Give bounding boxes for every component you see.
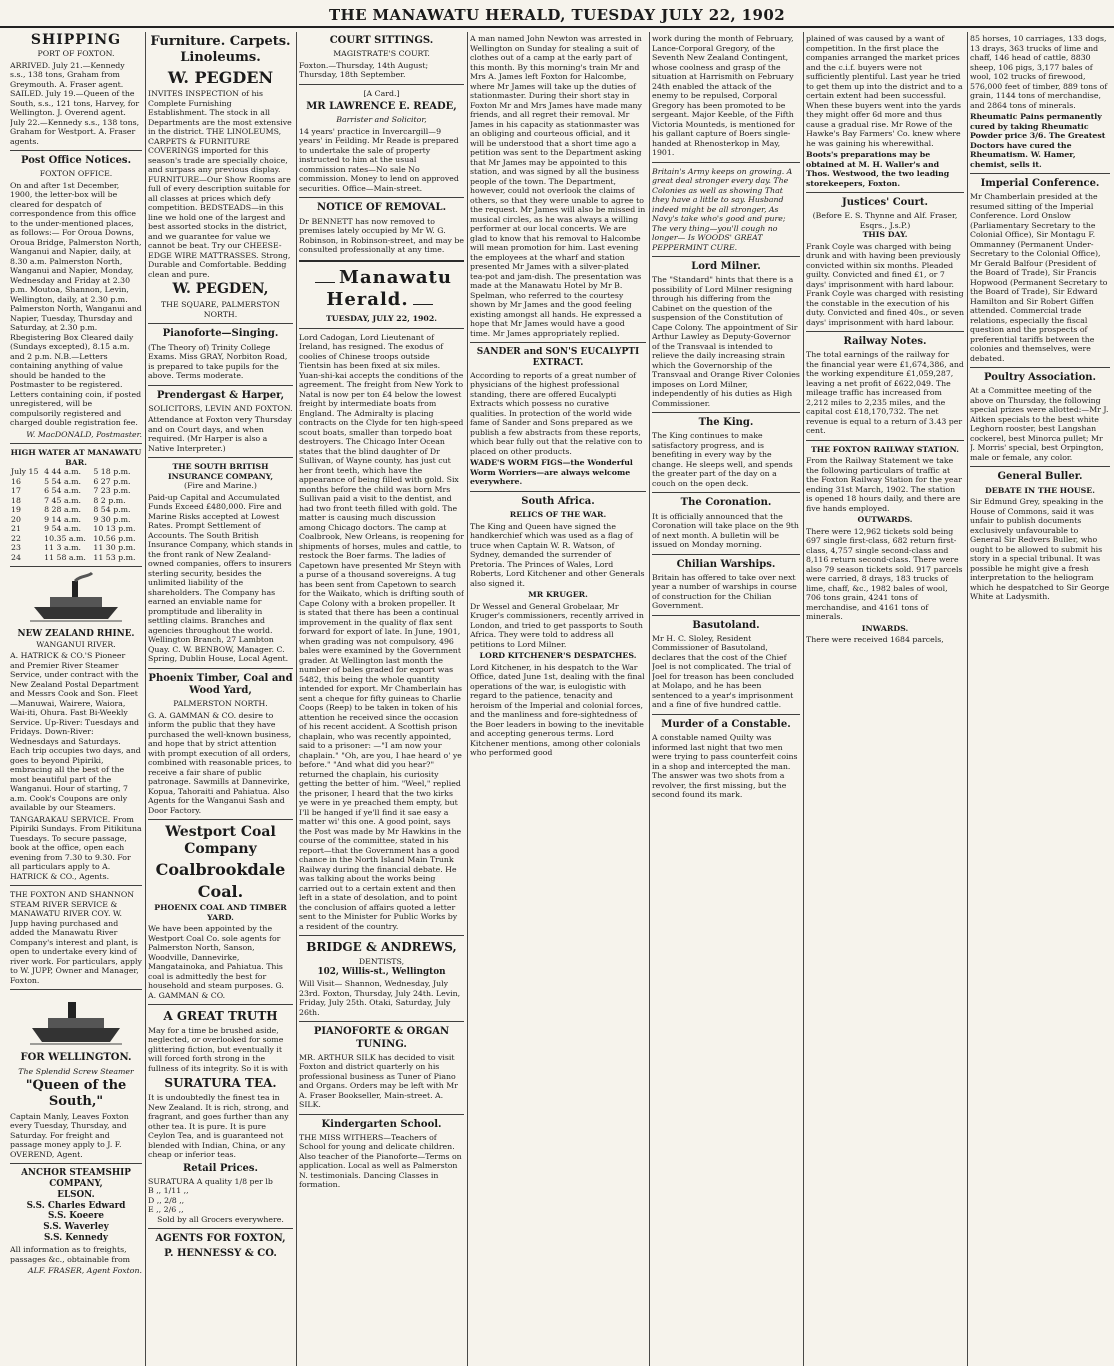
rheumatic-text: Rheumatic Pains permanently cured by taking Rheumatic Powder price 3/6. The Greatest Doctors have cured the Rheumatism. W. Hamer, chemist, sells it.	[970, 112, 1106, 169]
masthead-title: THE MANAWATU HERALD, TUESDAY JULY 22, 1902	[328, 6, 786, 24]
murder-text: A constable named Quilty was informed last night that two men were trying to pass counterfeit coins in a shop and intercepted the man. The answer was two shots from a revolver, the first missing, but the second found its mark.	[652, 733, 798, 800]
prendergast-title: Prendergast & Harper,	[156, 389, 285, 401]
anchor-ship: S.S. Charles Edward	[26, 1200, 126, 1211]
court-sittings-title: COURT SITTINGS.	[329, 35, 434, 46]
poultry-title: Poultry Association.	[983, 372, 1097, 384]
tide-cell: 6 27 p.m.	[93, 476, 131, 486]
tide-row	[10, 515, 142, 525]
tide-cell: 8 2 p.m.	[93, 495, 126, 505]
anchor-agent: ALF. FRASER, Agent Foxton.	[27, 1266, 142, 1276]
outwards-title: OUTWARDS.	[857, 515, 913, 525]
herald-logo-text: Manawatu Herald.	[326, 266, 452, 310]
tide-table	[10, 467, 142, 562]
agents-title: AGENTS FOR FOXTON,	[155, 1233, 286, 1245]
south-british-title: THE SOUTH BRITISH INSURANCE COMPANY,	[167, 462, 274, 481]
tide-cell: 20	[11, 514, 21, 524]
foxton-shannon-text: THE FOXTON AND SHANNON STEAM RIVER SERVICE & MANAWATU RIVER COY. W. Jupp having purchased and added the Manawatu River Company's interest and plant, is open to undertake every kind of river work. For particulars, apply to W. JUPP, Owner and Manager, Foxton.	[10, 890, 142, 985]
tide-cell: 11 58 a.m.	[44, 552, 86, 562]
tide-row	[10, 467, 142, 477]
tide-row	[10, 496, 142, 506]
king-text: The King continues to make satisfactory progress, and is benefiting in every way by the change. He sleeps well, and spends the greater part of the day on a couch on the open deck.	[652, 431, 793, 488]
reade-name: MR LAWRENCE E. READE,	[306, 101, 457, 113]
card-label: [A Card.]	[363, 88, 400, 98]
westport-text: We have been appointed by the Westport Coal Co. sole agents for Palmerston North, Sanson, Woodville, Dannevirke, Mangatainoka, and Pahiatua. This coal is admittedly the best for household and steam purposes. G. A. GAMMAN & CO.	[148, 924, 284, 1000]
bridge-andrews-subtitle: DENTISTS,	[358, 957, 405, 967]
tide-row	[10, 505, 142, 515]
pegden-text: INVITES INSPECTION of his Complete Furnishing Establishment. The stock in all Departments are the most extensive in the district. THE LINOLEUMS, CARPETS & FURNITURE COVERINGS imported for this season's trade are specially choice, and surpass any previous display. FURNITURE—Our Show Rooms are full of every description suitable for all classes at prices which defy competition. BEDSTEADS—in this line we hold one of the largest and best assorted stocks in the district, and we guarantee for value we cannot be beat. Try our CHEESE-EDGE WIRE MATTRASSES. Strong, Durable and Comfortable. Bedding clean and pure.	[148, 89, 292, 279]
railway-station-text: From the Railway Statement we take the following particulars of traffic at the Foxton Railway Station for the year ending 31st March, 1902. The station is opened 18 hours daily, and there are five hands employed.	[806, 456, 962, 513]
relics-text: The King and Queen have signed the handkerchief which was used as a flag of truce when Captain W. R. Watson, of Sydney, demanded the surrender of Pretoria. The Princes of Wales, Lord Roberts, Lord Kitchener and other Generals also signed it.	[470, 521, 645, 588]
buller-text: Sir Edmund Grey, speaking in the House of Commons, said it was unfair to publish documents exclusively unfavourable to General Sir Redvers Buller, who ought to be allowed to submit his story in a special tribunal. It was possible he might give a fresh interpretation to the heliogram which he despatched to Sir George White at Ladysmith.	[970, 497, 1110, 602]
buller-subtitle: DEBATE IN THE HOUSE.	[985, 485, 1095, 495]
post-office-subheading: FOXTON OFFICE.	[39, 169, 113, 179]
phoenix-title: Phoenix Timber, Coal and Wood Yard,	[148, 672, 293, 696]
tide-cell: 10.56 p.m.	[93, 533, 136, 543]
tide-cell: 7 23 p.m.	[93, 486, 131, 496]
tide-row	[10, 477, 142, 487]
column-2	[148, 32, 293, 1362]
reade-subtitle: Barrister and Solicitor,	[336, 115, 427, 125]
tide-row	[10, 553, 142, 563]
tide-heading: HIGH WATER AT MANAWATU BAR.	[10, 448, 142, 467]
wellington-subtitle: The Splendid Screw Steamer	[18, 1066, 134, 1076]
tide-cell: 11 53 p.m.	[93, 552, 136, 562]
coalbrookdale-title: Coalbrookdale	[155, 860, 286, 880]
bridge-andrews-address: 102, Willis-st., Wellington	[317, 966, 446, 977]
column-rule	[296, 32, 297, 1366]
kitchener-title: LORD KITCHENER'S DESPATCHES.	[479, 651, 637, 661]
column-7	[970, 32, 1110, 1362]
tide-row	[10, 524, 142, 534]
shipping-heading: SHIPPING	[30, 32, 122, 48]
pegden-footer: W. PEGDEN,	[172, 281, 269, 298]
tide-cell: 10.35 a.m.	[44, 533, 86, 543]
king-title: The King.	[698, 417, 754, 429]
agents-name: P. HENNESSY & CO.	[164, 1248, 277, 1260]
suratura-text: It is undoubtedly the finest tea in New Zealand. It is rich, strong, and fragrant, and goes further than any other tea. It is pure. It is pure Ceylon Tea, and is guaranteed not blended with Indian, China, or any cheap or inferior teas.	[148, 1093, 289, 1159]
poultry-text: At a Committee meeting of the above on Thursday, the following special prizes were allotted:—Mr J. Aitken specials to the best white Leghorn rooster, best Langshan cockerel, best Minorca pullet; Mr J. Morris' special, best Orpington, male or female, any color.	[970, 386, 1109, 462]
tide-cell: 21	[11, 524, 21, 534]
imperial-conference-title: Imperial Conference.	[980, 178, 1100, 189]
basutoland-text: Mr H. C. Sloley, Resident Commissioner of Basutoland, declares that the cost of the Chief Joel is not complicated. The trial of Joel for treason has been concluded at Molapo, and he has been sentenced to a year's imprisonment and a fine of five hundred cattle.	[652, 633, 794, 710]
post-office-heading: Post Office Notices.	[20, 155, 132, 167]
chilian-title: Chilian Warships.	[676, 558, 776, 570]
zealand-rhine-title: NEW ZEALAND RHINE.	[17, 629, 135, 640]
postmaster-signature: W. MacDONALD, Postmaster.	[26, 429, 142, 439]
coronation-text: It is officially announced that the Coronation will take place on the 9th of next month. A bulletin will be issued on Monday morning.	[652, 511, 799, 550]
anchor-company-title: ANCHOR STEAMSHIP COMPANY,	[21, 1168, 131, 1190]
inwards-text: There were received 1684 parcels,	[806, 635, 944, 645]
tide-row	[10, 543, 142, 553]
justices-subtitle: (Before E. S. Thynne and Alf. Fraser, Esqrs., J.s.P.)	[812, 211, 958, 230]
coronation-title: The Coronation.	[680, 497, 772, 509]
south-british-text: Paid-up Capital and Accumulated Funds Exceed £480,000. Fire and Marine Risks accepted at Lowest Rates. Prompt Settlement of Accounts. The South British Insurance Company, which stands in the front rank of New Zealand-owned companies, offers to insurers sterling security, besides the unlimited liability of the shareholders. The Company has earned an enviable name for promptitude and liberality in settling claims. Branches and agencies throughout the world. Wellington Branch, 27 Lambton Quay. C. W. BENBOW, Manager. C. Spring, Dublin House, Local Agent.	[148, 492, 293, 664]
coal-title: Coal.	[197, 881, 244, 901]
kindergarten-title: Kindergarten School.	[321, 1118, 442, 1130]
justices-title: Justices' Court.	[842, 197, 928, 208]
herald-date: TUESDAY, JULY 22, 1902.	[325, 314, 438, 324]
queen-of-the-south-title: "Queen of the South,"	[25, 1078, 127, 1110]
sander-title: SANDER and SON'S EUCALYPTI EXTRACT.	[476, 347, 640, 368]
retail-prices-title: Retail Prices.	[183, 1162, 258, 1174]
tide-cell: 24	[11, 552, 21, 562]
pianoforte-organ-text: MR. ARTHUR SILK has decided to visit Foxton and district quarterly on his professional business as Tuner of Piano and Organs. Orders may be left with Mr A. Fraser Bookseller, Main-street. A. SILK.	[299, 1052, 458, 1110]
tide-cell: 9 14 a.m.	[44, 514, 81, 524]
inwards-title: INWARDS.	[861, 623, 909, 633]
phoenix-text: G. A. GAMMAN & CO. desire to inform the public that they have purchased the well-known business, and hope that by strict attention with prompt execution of all orders, combined with reasonable prices, to receive a fair share of public patronage. Sawmills at Dannevirke, Kopua, Tahoraiti and Pahiatua. Also Agents for the Wanganui Sash and Door Factory.	[148, 710, 292, 815]
column-1	[10, 32, 142, 1362]
retail-footer: Sold by all Grocers everywhere.	[157, 1214, 284, 1224]
kruger-title: MR KRUGER.	[528, 590, 588, 600]
chilian-text: Britain has offered to take over next year a number of warships in course of construction for the Chilian Government.	[652, 572, 797, 611]
worm-figs-text: WADE'S WORM FIGS—the Wonderful Worm Worriers—are always welcome everywhere.	[470, 458, 633, 487]
pegden-name: W. PEGDEN	[167, 67, 274, 87]
tide-cell: 10 13 p.m.	[93, 524, 136, 534]
anchor-ship: S.S. Koeere	[47, 1211, 104, 1222]
column-6	[806, 32, 964, 1362]
outwards-text: There were 12,962 tickets sold being 697 single first-class, 682 return first-class, 4,757 single second-class and 8,116 return second-class. There were also 79 season tickets sold. 917 parcels were carried, 8 drays, 183 trucks of lime, chaff, &c., 1982 bales of wool, 706 tons grain, 4241 tons of merchandise, and 4161 tons of minerals.	[806, 526, 963, 622]
pianoforte-organ-title: PIANOFORTE & ORGAN TUNING.	[313, 1026, 450, 1050]
sander-text: According to reports of a great number of physicians of the highest professional standing, there are offered Eucalypti Extracts which possess no curative qualities. In protection of the world wide fame of Sander and Sons prepared as we publish a few abstracts from these reports, which bear fully out that the relative con to placed on other products.	[470, 370, 643, 456]
tide-cell: 4 44 a.m.	[44, 467, 81, 477]
removal-title: NOTICE OF REMOVAL.	[316, 202, 447, 214]
kindergarten-text: THE MISS WITHERS—Teachers of School for young and delicate children. Also teacher of the Pianoforte—Terms on application. Local as well as Palmerston N. testimonials. Dancing Classes in formation.	[299, 1132, 462, 1190]
tide-cell: 19	[11, 505, 21, 515]
south-africa-title: South Africa.	[521, 495, 595, 507]
tide-cell: 22	[11, 533, 21, 543]
column-rule	[803, 32, 804, 1366]
kruger-text: Dr Wessel and General Grobelaar, Mr Kruger's commissioners, recently arrived in London, and tried to get passports to South Africa. They were told to address all petitions to Lord Milner.	[470, 601, 644, 649]
buller-title: General Buller.	[997, 471, 1083, 483]
queen-of-the-south-text: Captain Manly, Leaves Foxton every Tuesday, Thursday, and Saturday. For freight and passage money apply to J. F. OVEREND, Agent.	[10, 1111, 129, 1159]
retail-prices-list	[148, 1177, 293, 1215]
column-rule	[467, 32, 468, 1366]
furniture-title: Furniture. Carpets. Linoleums.	[150, 34, 291, 65]
removal-text: Dr BENNETT has now removed to premises lately occupied by Mr W. G. Robinson, in Robinson-street, and may be consulted professionally at any time.	[299, 216, 464, 255]
retail-price-row: B ,, 1/11 ,,	[148, 1186, 189, 1196]
retail-price-row: E ,, 2/6 ,,	[148, 1205, 184, 1215]
post-office-text: On and after 1st December, 1900, the letter-box will be cleared for despatch of correspondence from this office to the under-mentioned places, as follows:— For Oroua Downs, Oroua Bridge, Palmerston North, Wanganui and Napier, daily, at 8.30 a.m. Palmerston North, Wanganui and Napier, Monday, Wednesday and Friday at 2.30 p.m. Moutoa, Shannon, Levin, Wellington, daily, at 2.30 p.m. Palmerston North, Wanganui and Napier, Tuesday, Thursday and Saturday, at 2.30 p.m. Rbegistering Box Cleared daily (Sundays excepted), 8.15 a.m. and 2 p.m. N.B.—Letters containing anything of value should be handed to the Postmaster to be registered. Letters containing coin, if posted unregistered, will be compulsorily registered and charged double registration fee.	[10, 180, 142, 428]
westport-title: Westport Coal Company	[165, 824, 276, 858]
news-text: 85 horses, 10 carriages, 133 dogs, 13 drays, 363 trucks of lime and chaff, 146 head of cattle, 8830 sheep, 106 pigs, 3,177 bales of wool, 102 trucks of firewood, 576,000 feet of timber, 889 tons of grain, 1144 tons of merchandise, and 2864 tons of minerals.	[970, 34, 1108, 110]
railway-station-title: THE FOXTON RAILWAY STATION.	[810, 444, 960, 454]
murder-title: Murder of a Constable.	[661, 718, 791, 730]
bridge-andrews-title: BRIDGE & ANDREWS,	[306, 940, 457, 955]
great-truth-text: May for a time be brushed aside, neglected, or overlooked for some glittering fiction, but eventually it will forced forth strong in the fullness of its integrity. So it is with	[148, 1025, 289, 1073]
tide-cell: 8 54 p.m.	[93, 505, 131, 515]
retail-price-row: D ,, 2/8 ,,	[148, 1195, 185, 1205]
justices-text: Frank Coyle was charged with being drunk and with having been previously convicted within six months. Pleaded guilty. Convicted and fined £1, or 7 days' imprisonment with hard labour. Frank Coyle was charged with resisting the constable in the execution of his duty. Convicted and fined 40s., or seven days' imprisonment with hard labour.	[806, 241, 964, 327]
anchor-ship: S.S. Kennedy	[44, 1232, 108, 1243]
anchor-ship: S.S. Waverley	[43, 1221, 109, 1232]
column-4	[470, 32, 646, 1362]
anchor-ship-list	[10, 1201, 142, 1244]
pianoforte-singing-title: Pianoforte—Singing.	[162, 328, 279, 340]
suratura-title: SURATURA TEA.	[164, 1076, 277, 1091]
court-sittings-text: Foxton.—Thursday, 14th August; Thursday, 18th September.	[299, 60, 429, 80]
column-rule	[967, 32, 968, 1366]
tide-cell: 16	[11, 476, 21, 486]
wanganui-river-subtitle: WANGANUI RIVER.	[36, 639, 116, 649]
this-day: THIS DAY.	[862, 230, 908, 240]
tangarakau-text: TANGARAKAU SERVICE. From Pipiriki Sundays. From Pitikituna Tuesdays. To secure passage, book at the office, open each evening from 7.30 to 9.30. For all particulars apply to A. HATRICK & CO., Agents.	[10, 814, 142, 881]
steamer-icon	[26, 571, 126, 625]
relics-title: RELICS OF THE WAR.	[509, 510, 607, 520]
railway-notes-title: Railway Notes.	[843, 336, 927, 348]
tide-cell: 5 18 p.m.	[93, 467, 131, 477]
column-rule	[649, 32, 650, 1366]
railway-notes-text: The total earnings of the railway for the financial year were £1,674,386, and the working expenditure £1,059,287, leaving a net profit of £622,049. The mileage traffic has increased from 2,212 miles to 2,235 miles, and the capital cost £18,170,732. The net revenue is equal to a return of 3.43 per cent.	[806, 350, 964, 436]
basutoland-title: Basutoland.	[692, 619, 760, 631]
column-rule	[145, 32, 146, 1366]
westport-subtitle: PHOENIX COAL AND TIMBER YARD.	[154, 903, 287, 922]
news-text: plained of was caused by a want of competition. In the first place the companies arranged the market prices and the c.i.f. buyers were not sufficiently plentiful. Last year he tried to get them up into the district and to a certain extent had been successful. When these buyers went into the yards they might offer 6d more and thus cause a gradual rise. Mr Rowe of the Hawke's Bay Farmers' Co. knew where he was gaining his wherewithal.	[806, 34, 963, 148]
column-5	[652, 32, 800, 1362]
news-text: A man named John Newton was arrested in Wellington on Sunday for stealing a suit of clothes out of a camp at the early part of this month. By this morning's train Mr and Mrs A. James left Foxton for Halcombe, where Mr James will take up the duties of stationmaster. During their short stay in Foxton Mr and Mrs James have made many friends, and all regret their removal. Mr James in his capacity as stationmaster was an obliging and courteous official, and it will be understood that a short time ago a petition was sent to the Department asking that Mr James may be appointed to this station, and was signed by all the business people of the town. The Department, however, could not overlook the claims of others, so that they were unable to agree to the request. Mr James will also be missed in musical circles, as he was always a willing performer at our local concerts. We are glad to know that his removal to Halcombe will mean promotion for him. Last evening the employees at the wharf and station presented Mr James with a silver-plated tea-pot and jam-dish. The presentation was made at the Manawatu Hotel by Mr B. Spelman, who referred to the courtesy shown by Mr James and the good feeling existing amongst all hands. He expressed a hope that Mr James would have a good time. Mr James appropriately replied.	[470, 34, 646, 338]
shipping-subheading: PORT OF FOXTON.	[37, 49, 115, 59]
tide-cell: 9 30 p.m.	[93, 514, 131, 524]
tide-cell: 18	[11, 495, 21, 505]
news-text: work during the month of February, Lance-Corporal Gregory, of the Seventh New Zealand Contingent, whose coolness and grasp of the situation at Harrismith on February 24th enabled the attack of the enemy to be repulsed, Corporal Gregory has been promoted to be sergeant. Major Keeble, of the Fifth Victoria Mounteds, is mentioned for his gallant capture of Boers single-handed at Rhenosterkop in May, 1901.	[652, 34, 795, 157]
great-truth-title: A GREAT TRUTH	[163, 1009, 278, 1024]
phoenix-address: PALMERSTON NORTH.	[173, 699, 268, 709]
retail-price-row: SURATURA A quality 1/8 per lb	[148, 1176, 273, 1186]
tide-cell: 5 54 a.m.	[44, 476, 81, 486]
herald-logo	[299, 267, 464, 311]
tide-cell: 23	[11, 543, 21, 553]
kitchener-text: Lord Kitchener, in his despatch to the War Office, dated June 1st, dealing with the final operations of the war, is eulogistic with regard to the patience, tenacity and heroism of the Imperial and colonial forces, and the manliness and fore-sightedness of the Boer leaders in bowing to the inevitable and accepting generous terms. Lord Kitchener mentions, among other colonials who performed good	[470, 662, 645, 758]
tide-cell: 6 54 a.m.	[44, 486, 81, 496]
column-3	[299, 32, 464, 1362]
tide-cell: 8 28 a.m.	[44, 505, 81, 515]
tide-cell: 9 54 a.m.	[44, 524, 81, 534]
wellington-title: FOR WELLINGTON.	[20, 1052, 132, 1064]
tide-cell: July 15	[11, 467, 39, 477]
pegden-address: THE SQUARE, PALMERSTON NORTH.	[160, 300, 281, 319]
anchor-text: All information as to freights, passages &c., obtainable from	[10, 1245, 131, 1264]
steamer-icon	[26, 994, 126, 1048]
shipping-text: ARRIVED. July 21.—Kennedy s.s., 138 tons, Graham from Greymouth. A. Fraser agent. SAILED. July 19.—Queen of the South, s.s., 121 tons, Harvey, for Wellington. J. Overend agent. July 22.—Kennedy s.s., 138 tons, Graham for Westport. A. Fraser agents.	[10, 60, 140, 146]
milner-title: Lord Milner.	[691, 261, 761, 272]
imperial-conference-text: Mr Chamberlain presided at the resumed sitting of the Imperial Conference. Lord Onslow (Parliamentary Secretary to the Colonial Office), Sir Montagu F. Ommanney (Permanent Under-Secretary to the Colonial Office), Mr Gerald Balfour (President of the Board of Trade), Sir Francis Hopwood (Permanent Secretary to the Board of Trade), Sir Edward Hamilton and Sir Robert Giffen attended. Commercial trade relations, especially the fiscal question and the prospects of preferential tariffs between the colonies and themselves, were debated.	[970, 192, 1108, 363]
tide-cell: 17	[11, 486, 21, 496]
prendergast-text: Attendance at Foxton very Thursday and on Court days, and when required. (Mr Harper is also a Native Interpreter.)	[148, 415, 292, 453]
herald-text: Lord Cadogan, Lord Lieutenant of Ireland, has resigned. The exodus of coolies of Chinese troops outside Tientsin has been fixed at six miles. Yuan-shi-kai accepts the conditions of the agreement. The freight from New York to Natal is now per ton £4 below the lowest freight by intermediate boats from England. The Admiralty is placing contracts on the Clyde for ten high-speed scout boats, smaller than torpedo boat destroyers. The Chicago Inter Ocean states that the blind daughter of Dr Sullivan, of Wayne county, has just cut her front teeth, which have the appearance of being filled with gold. Six months before the child was born Mrs Sullivan paid a visit to the dentist, and had two front teeth filled with gold. The matter is causing much discussion among Chicago doctors. The camp at Coalbrook, New Orleans, is reopening for shipments of horses, mules and cattle, to restock the Boer farms. The ladies of Capetown have presented Mr Steyn with a purse of a thousand sovereigns. A tug has been sent from Capetown to search for the Waikato, which is drifting south of Cape Colony with a broken propeller. It is stated that there has been a continual improvement in the quality of flax sent forward for export of late. In June, 1901, when grading was not compulsory, 496 bales were examined by the Government grader. At Wellington last month the number of bales graded for export was 5482, this being the whole quantity intended for export. Mr Chamberlain has sent a cheque for fifty guineas to Charlie Coops (Reep) to be taken in token of his attention he received since the occasion of his recent accident. A Scottish prison chaplain, who was recently appointed, said to a prisoner: —"I am now your chaplain." "Oh, are you, I hae heard o' ye before." "And what did you hear?" returned the chaplain, his curiosity getting the better of him. "Weel," replied the prisoner, I heard that the two kirks ye were in ye preached them empty, but I'll be hanged if ye'll find it sae easy a matter wi' this one. A good point, says the Post was made by Mr Hawkins in the course of the committee, stated in his report—that the Government has a good chance in the North Island Main Trunk Railway during the financial debate. He was talking about the works being carried out to a certain extent and then left in a state of desolation, and to point the conclusion of affairs quoted a letter sent to the Minister for Public Works by a resident of the country.	[299, 332, 464, 931]
zealand-rhine-text: A. HATRICK & CO.'S Pioneer and Premier River Steamer Service, under contract with the New Zealand Postal Department and Messrs Cook and Son. Fleet—Manuwai, Wairere, Waiora, Wai-iti, Ohura. Fast Bi-Weekly Service. Up-River: Tuesdays and Fridays. Down-River: Wednesdays and Saturdays. Each trip occupies two days, and goes to beyond Pipiriki, embracing all the best of the most beautiful part of the Wanganui. Hour of starting, 7 a.m. Cook's Coupons are only available by our Steamers.	[10, 651, 141, 813]
prendergast-subtitle: SOLICITORS, LEVIN AND FOXTON.	[148, 403, 293, 413]
anchor-elson: ELSON.	[57, 1189, 95, 1200]
tide-cell: 11 30 p.m.	[93, 543, 136, 553]
reade-text: 14 years' practice in Invercargill—9 years' in Feilding. Mr Reade is prepared to undertake the sale of property instructed to him at the usual commission rates—No sale No commission. Money to lend on approved securities. Office—Main-street.	[299, 126, 459, 193]
tide-cell: 11 3 a.m.	[44, 543, 81, 553]
tide-row	[10, 486, 142, 496]
tide-row	[10, 534, 142, 544]
boots-text: Boots's preparations may be obtained at M. H. Waller's and Thos. Westwood, the two leading storekeepers, Foxton.	[806, 150, 950, 188]
south-british-subtitle: (Fire and Marine.)	[184, 481, 257, 491]
court-sittings-subtitle: MAGISTRATE'S COURT.	[333, 49, 430, 59]
peppermint-poem: Britain's Army keeps on growing. A great deal stronger every day. The Colonies as well as showing That they have a little to say. Husband indeed might be all stronger, As Navy's take who's good and pure; The very thing—you'll cough no longer— Is WOODS' GREAT PEPPERMINT CURE.	[652, 166, 793, 252]
milner-text: The "Standard" hints that there is a possibility of Lord Milner resigning through his differing from the Cabinet on the question of the suspension of the Constitution of Cape Colony. The appointment of Sir Arthur Lawley as Deputy-Governor of the Transvaal is intended to relieve the daily increasing strain which the Governorship of the Transvaal and Orange River Colonies imposes on Lord Milner, independently of his duties as High Commissioner.	[652, 275, 800, 408]
pianoforte-singing-text: (The Theory of) Trinity College Exams. Miss GRAY, Norbiton Road, is prepared to take pupils for the above. Terms moderate.	[148, 342, 288, 380]
bridge-andrews-text: Will Visit— Shannon, Wednesday, July 23rd. Foxton, Thursday, July 24th. Levin, Friday, July 25th. Otaki, Saturday, July 26th.	[299, 979, 461, 1017]
tide-cell: 7 45 a.m.	[44, 495, 81, 505]
